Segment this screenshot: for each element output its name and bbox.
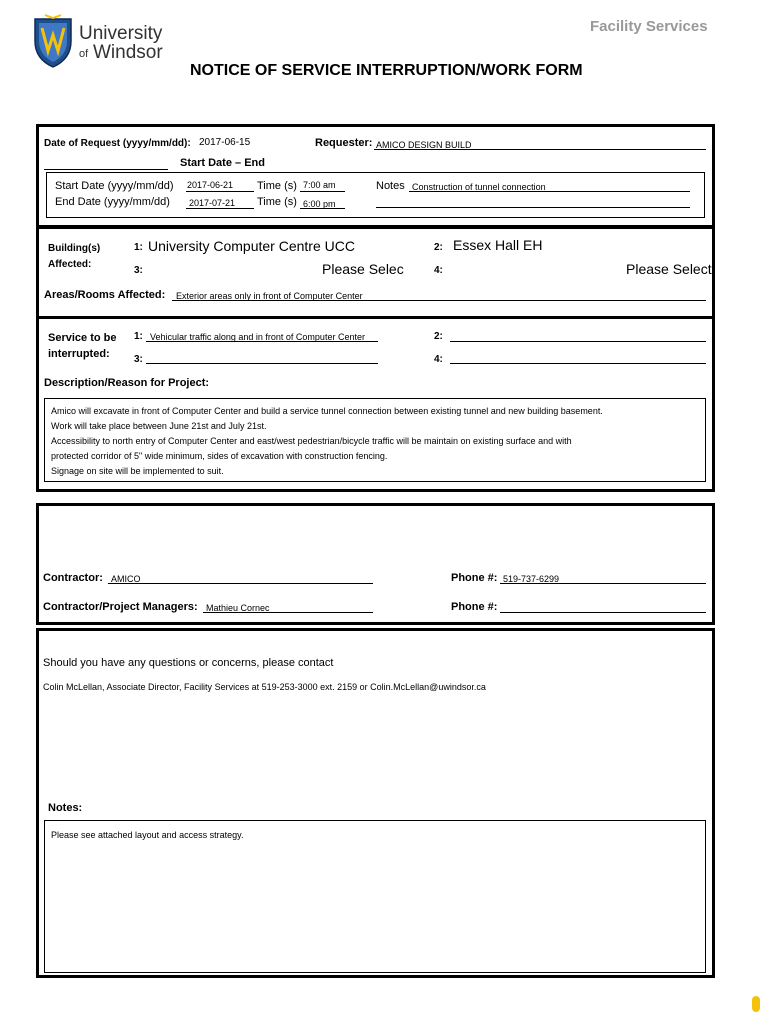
start-end-heading: Start Date – End	[180, 157, 265, 169]
request-date-label: Date of Request (yyyy/mm/dd):	[44, 138, 191, 149]
start-time-value[interactable]: 7:00 am	[303, 180, 336, 190]
end-time-value[interactable]: 6:00 pm	[303, 199, 336, 209]
logo-windsor: Windsor	[93, 42, 163, 63]
dates-inner-box	[46, 172, 705, 218]
phone2-label: Phone #:	[451, 601, 498, 613]
description-label: Description/Reason for Project:	[44, 377, 210, 389]
phone-underline	[500, 583, 706, 584]
phone-value[interactable]: 519-737-6299	[503, 574, 560, 584]
service-1-value[interactable]: Vehicular traffic along and in front of Computer Center	[150, 332, 365, 342]
managers-value[interactable]: Mathieu Cornec	[206, 603, 270, 613]
start-date-underline	[186, 191, 254, 192]
service-label-2: interrupted:	[48, 348, 110, 360]
description-line: Accessibility to north entry of Computer Center and east/west pedestrian/bicycle traffic will be maintain on existing surface and with	[51, 436, 572, 446]
contact-notes-value: Please see attached layout and access strategy.	[51, 830, 244, 840]
service-4-number: 4:	[434, 354, 443, 365]
notes-value[interactable]: Construction of tunnel connection	[412, 182, 546, 192]
contractor-underline	[108, 583, 373, 584]
phone-label: Phone #:	[451, 572, 498, 584]
description-box[interactable]	[44, 398, 706, 482]
description-line: Signage on site will be implemented to suit.	[51, 466, 224, 476]
notes-label: Notes	[376, 180, 405, 192]
contact-notes-label: Notes:	[48, 802, 83, 814]
building-1-select[interactable]: University Computer Centre UCC	[148, 238, 355, 254]
building-3-number: 3:	[134, 265, 143, 276]
areas-label: Areas/Rooms Affected:	[44, 289, 166, 301]
building-3-select[interactable]: Please Selec	[322, 261, 404, 277]
request-date-value[interactable]: 2017-06-15	[199, 137, 251, 148]
building-1-number: 1:	[134, 242, 143, 253]
requester-underline	[374, 149, 706, 150]
start-time-label: Time (s)	[257, 180, 297, 192]
date-underline	[44, 169, 168, 170]
areas-value[interactable]: Exterior areas only in front of Computer Center	[176, 291, 363, 301]
end-date-value[interactable]: 2017-07-21	[189, 198, 236, 208]
gold-marker-icon	[752, 996, 760, 1012]
start-date-label: Start Date (yyyy/mm/dd)	[55, 180, 174, 192]
university-logo	[33, 15, 173, 69]
service-divider	[36, 316, 715, 319]
description-line: Work will take place between June 21st and July 21st.	[51, 421, 267, 431]
description-line: Amico will excavate in front of Computer Center and build a service tunnel connection between existing tunnel and new building basement.	[51, 406, 603, 416]
service-3-underline	[146, 363, 378, 364]
contact-notes-box[interactable]	[44, 820, 706, 973]
crest-icon	[33, 15, 73, 69]
end-date-underline	[186, 208, 254, 209]
end-time-label: Time (s)	[257, 196, 297, 208]
requester-label: Requester:	[315, 137, 373, 149]
logo-of: of	[79, 48, 89, 60]
service-2-underline	[450, 341, 706, 342]
service-1-underline	[146, 341, 378, 342]
notes-underline-2	[376, 207, 690, 208]
building-2-number: 2:	[434, 242, 443, 253]
notes-underline	[409, 191, 690, 192]
service-3-number: 3:	[134, 354, 143, 365]
areas-underline	[172, 300, 706, 301]
end-time-underline	[300, 208, 345, 209]
service-1-number: 1:	[134, 331, 143, 342]
department-name: Facility Services	[590, 18, 708, 35]
contact-details: Colin McLellan, Associate Director, Facility Services at 519-253-3000 ext. 2159 or Colin.McLellan@uwindsor.ca	[43, 682, 486, 692]
end-date-label: End Date (yyyy/mm/dd)	[55, 196, 170, 208]
buildings-label-1: Building(s)	[48, 243, 101, 254]
logo-university: University	[79, 23, 163, 44]
contact-intro: Should you have any questions or concerns, please contact	[43, 657, 334, 669]
managers-label: Contractor/Project Managers:	[43, 601, 198, 613]
building-4-number: 4:	[434, 265, 443, 276]
contractor-label: Contractor:	[43, 572, 103, 584]
managers-underline	[203, 612, 373, 613]
buildings-label-2: Affected:	[48, 259, 92, 270]
start-date-value[interactable]: 2017-06-21	[187, 180, 234, 190]
service-4-underline	[450, 363, 706, 364]
building-2-select[interactable]: Essex Hall EH	[453, 237, 543, 253]
building-4-select[interactable]: Please Select	[626, 261, 712, 277]
phone2-underline	[500, 612, 706, 613]
service-2-number: 2:	[434, 331, 443, 342]
requester-value[interactable]: AMICO DESIGN BUILD	[376, 140, 472, 150]
description-line: protected corridor of 5" wide minimum, sides of excavation with construction fencing.	[51, 451, 388, 461]
form-title: NOTICE OF SERVICE INTERRUPTION/WORK FORM	[190, 62, 583, 79]
service-label-1: Service to be	[48, 332, 117, 344]
contractor-value[interactable]: AMICO	[111, 574, 141, 584]
start-time-underline	[300, 191, 345, 192]
